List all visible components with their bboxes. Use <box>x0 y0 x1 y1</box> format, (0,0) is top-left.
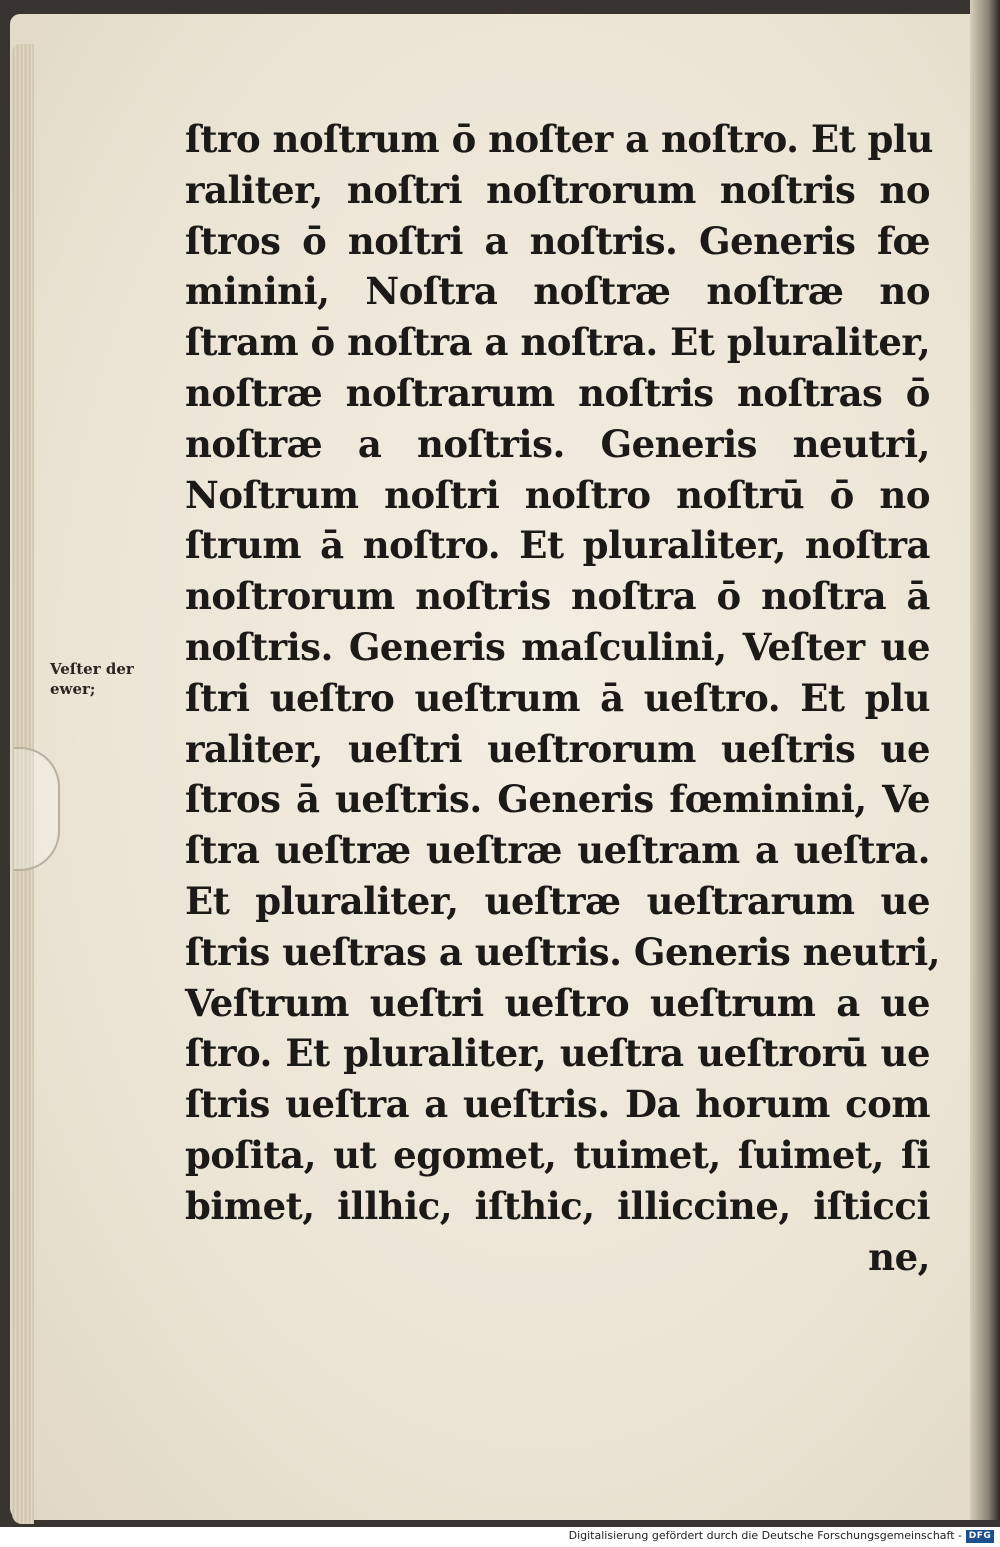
dfg-logo-icon: DFG <box>966 1530 994 1543</box>
funding-credit: Digitalisierung gefördert durch die Deutsche Forschungsgemeinschaft - <box>568 1529 962 1542</box>
text-line: minini, Noſtra noſtræ noſtræ no <box>185 269 930 314</box>
book-gutter <box>970 0 1000 1520</box>
text-line: ſtra ueſtræ ueſtræ ueſtram a ueſtra. <box>185 828 930 873</box>
text-line: ſtro. Et pluraliter, ueſtra ueſtrorū ue <box>185 1031 930 1076</box>
text-line: bimet, illhic, iſthic, illiccine, iſticci <box>185 1183 930 1228</box>
text-line: ſtri ueſtro ueſtrum ā ueſtro. Et plu <box>185 675 930 720</box>
text-line: raliter, noſtri noſtrorum noſtris no <box>185 167 930 212</box>
text-line: Et pluraliter, ueſtræ ueſtrarum ue <box>185 878 930 923</box>
text-line: ſtros ō noſtri a noſtris. Generis fœ <box>185 218 930 263</box>
text-line: ſtrum ā noſtro. Et pluraliter, noſtra <box>185 523 930 568</box>
marginal-note-line: Veſter der <box>50 660 134 678</box>
text-line: noſtræ a noſtris. Generis neutri, <box>185 421 930 466</box>
text-line: ſtram ō noſtra a noſtra. Et pluraliter, <box>185 320 931 365</box>
marginal-note <box>50 659 185 699</box>
page-clasp-shadow <box>14 747 60 871</box>
marginal-note-line: ewer; <box>50 680 96 698</box>
text-line: Veſtrum ueſtri ueſtro ueſtrum a ue <box>185 980 930 1025</box>
text-line: ſtros ā ueſtris. Generis fœminini, Ve <box>185 777 930 822</box>
text-line: ſtris ueſtra a ueſtris. Da horum com <box>185 1082 930 1127</box>
text-line: noſtris. Generis maſculini, Veſter ue <box>185 624 930 669</box>
text-line: raliter, ueſtri ueſtrorum ueſtris ue <box>185 726 930 771</box>
text-line: poſita, ut egomet, tuimet, ſuimet, ſi <box>185 1132 930 1177</box>
text-line: ſtro noſtrum ō noſter a noſtro. Et plu <box>185 117 933 161</box>
main-text <box>185 114 941 1282</box>
book-page <box>10 14 975 1520</box>
text-line: ſtris ueſtras a ueſtris. Generis neutri, <box>185 929 941 974</box>
footer-bar <box>0 1527 1000 1547</box>
catchword: ne, <box>868 1234 930 1279</box>
text-line: Noſtrum noſtri noſtro noſtrū ō no <box>185 472 930 517</box>
text-line: noſtrorum noſtris noſtra ō noſtra ā <box>185 574 930 619</box>
text-line: noſtræ noſtrarum noſtris noſtras ō <box>185 370 930 415</box>
